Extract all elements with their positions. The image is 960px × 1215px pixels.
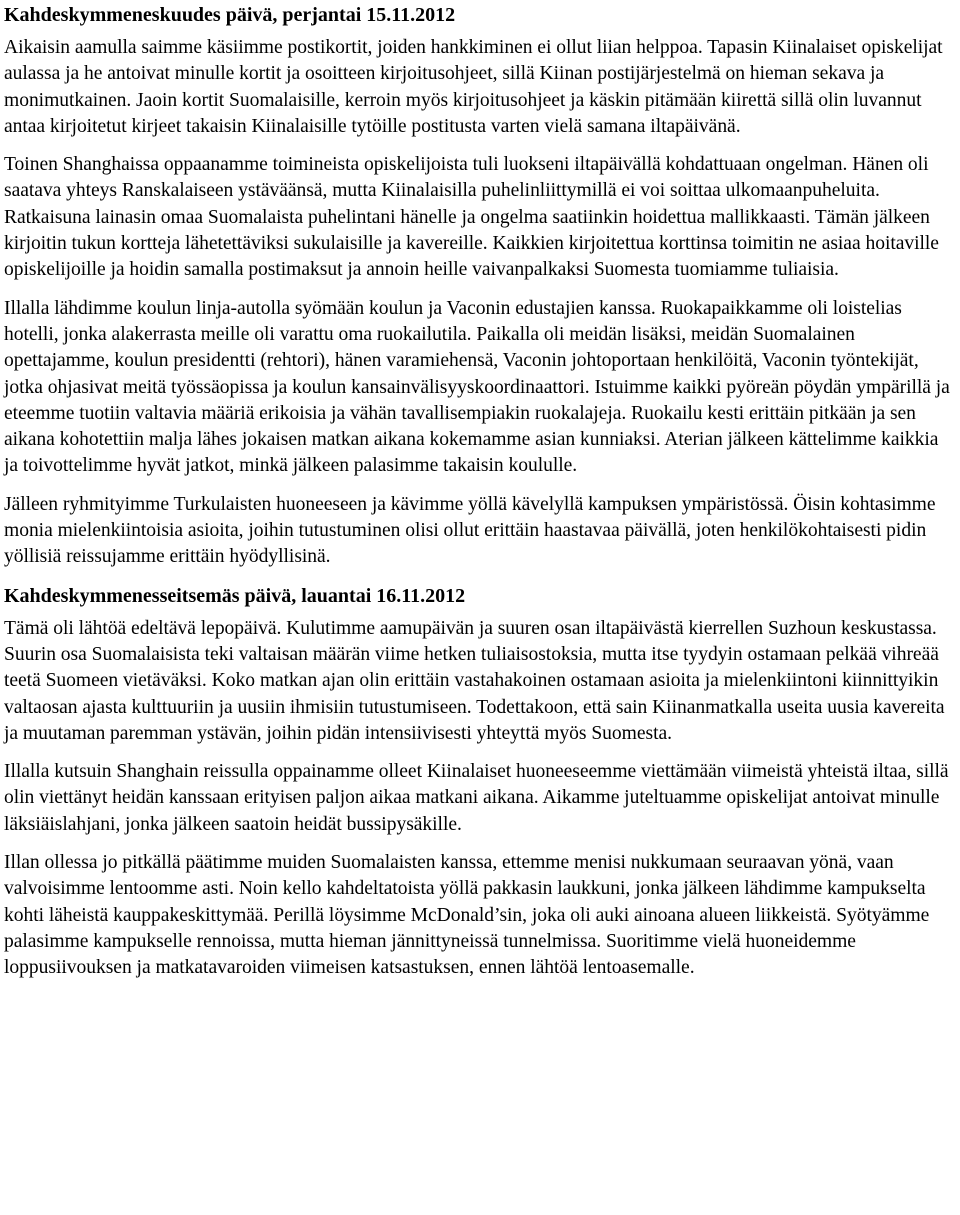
- paragraph-farewell-evening: Illalla kutsuin Shanghain reissulla oppainamme olleet Kiinalaiset huoneeseemme viettämään viimeistä yhteistä iltaa, sillä olin viettänyt heidän kanssaan erityisen paljon aikaa matkani aikana. Aikamme juteltuamme opiskelijat antoivat minulle läksiäislahjani, jonka jälkeen saatoin heidät bussipysäkille.: [4, 761, 949, 835]
- paragraph-dinner: Illalla lähdimme koulun linja-autolla syömään koulun ja Vaconin edustajien kanssa. Ruokapaikkamme oli loistelias hotelli, jonka alakerrasta meille oli varattu oma ruokailutila. Paikalla oli meidän lisäksi, meidän Suomalainen opettajamme, koulun presidentti (rehtori), hänen varamiehensä, Vaconin johtoportaan henkilöitä, Vaconin työntekijät, jotka ohjasivat meitä työssäopissa ja koulun kansainvälisyyskoordinaattori. Istuimme kaikki pyöreän pöydän ympärillä ja eteemme tuotiin valtavia määriä erikoisia ja vähän tavallisempiakin ruokalajeja. Ruokailu kesti erittäin pitkään ja sen aikana kohotettiin malja lähes jokaisen matkan aikana kokemamme asian kunniaksi. Aterian jälkeen kättelimme kaikkia ja toivottelimme hyvät jatkot, minkä jälkeen palasimme takaisin koululle.: [4, 297, 950, 477]
- paragraph-last-night: Illan ollessa jo pitkällä päätimme muiden Suomalaisten kanssa, ettemme menisi nukkumaan seuraavan yönä, vaan valvoisimme lentoomme asti. Noin kello kahdeltatoista yöllä pakkasin laukkuni, jonka jälkeen lähdimme kampukselta kohti läheistä kauppakeskittymää. Perillä löysimme McDonald’sin, joka oli auki ainoana alueen liikkeistä. Syötyämme palasimme kampukselle rennoissa, mutta hieman jännittyneissä tunnelmissa. Suoritimme vielä huoneidemme loppusiivouksen ja matkatavaroiden viimeisen katsastuksen, ennen lähtöä lentoasemalle.: [4, 852, 930, 979]
- paragraph-night-walk: Jälleen ryhmityimme Turkulaisten huoneeseen ja kävimme yöllä kävelyllä kampuksen ympäristössä. Öisin kohtasimme monia mielenkiintoisia asioita, joihin tutustuminen olisi ollut erittäin haastavaa päivällä, joten henkilökohtaisesti pidin yöllisiä reissujamme erittäin hyödyllisinä.: [4, 493, 936, 568]
- day-heading-16-11: Kahdeskymmenesseitsemäs päivä, lauantai 16.11.2012: [4, 584, 466, 607]
- paragraph-phone-call: Toinen Shanghaissa oppaanamme toimineista opiskelijoista tuli luokseni iltapäivällä kohdattuaan ongelman. Hänen oli saatava yhteys Ranskalaiseen ystäväänsä, mutta Kiinalaisilla puhelinliittymillä ei voi soittaa ulkomaanpuheluita. Ratkaisuna lainasin omaa Suomalaista puhelintani hänelle ja ongelma saatiinkin hoidettua mallikkaasti. Tämän jälkeen kirjoitin tukun kortteja lähetettäviksi sukulaisille ja kavereille. Kaikkien kirjoitettua korttinsa toimitin ne asiaa hoitaville opiskelijoille ja hoidin samalla postimaksut ja annoin heille vaivanpalkaksi Suomesta tuomiamme tuliaisia.: [4, 154, 939, 281]
- paragraph-rest-day: Tämä oli lähtöä edeltävä lepopäivä. Kulutimme aamupäivän ja suuren osan iltapäivästä kierrellen Suzhoun keskustassa. Suurin osa Suomalaisista teki valtaisan määrän viime hetken tuliaisostoksia, mutta itse tyydyin ostamaan pelkää vihreää teetä Suomeen vietäväksi. Koko matkan ajan olin erittäin vastahakoinen ostamaan asioita ja mielenkiintoni kiinnittyikin valtaosan ajasta kulttuuriin ja uusiin ihmisiin tutustumiseen. Todettakoon, että sain Kiinanmatkalla useita uusia kavereita ja muutaman paremman ystävän, joihin pidän intensiivisesti yhteyttä myös Suomesta.: [4, 617, 945, 744]
- day-heading-15-11: Kahdeskymmeneskuudes päivä, perjantai 15.11.2012: [4, 4, 456, 26]
- paragraph-postcards: Aikaisin aamulla saimme käsiimme postikortit, joiden hankkiminen ei ollut liian helppoa. Tapasin Kiinalaiset opiskelijat aulassa ja he antoivat minulle kortit ja osoitteen kirjoitusohjeet, sillä Kiinan postijärjestelmä on hieman sekava ja monimutkainen. Jaoin kortit Suomalaisille, kerroin myös kirjoitusohjeet ja käskin pitämään kiirettä sillä olin luvannut antaa kirjoitetut kirjeet takaisin Kiinalaisille tytöille postitusta varten vielä samana iltapäivänä.: [4, 37, 943, 137]
